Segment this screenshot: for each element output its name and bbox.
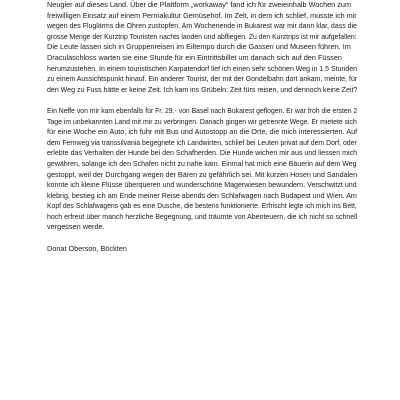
document-body: [47, 0, 357, 254]
text-line: hoch erfreut über manch herzliche Begegnung, und träumte von Abenteuern, die ich nicht so schnell: [47, 211, 358, 221]
author-signature: [47, 244, 357, 255]
paragraph-travel-observations: [47, 0, 357, 95]
text-line: Ein Neffe von mir kam ebenfalls für Fr. 29.- von Basel nach Bukarest geflogen. Er war froh die ersten 2: [47, 105, 358, 115]
text-line: herumzustehen. In einem touristischen Karpatendorf lief ich einen sehr schönen Weg in 1.5 Stunden: [47, 63, 357, 73]
text-line: Neugier auf dieses Land. Über die Plattform „workaway“ fand ich für zweieinhalb Wochen zum: [47, 0, 352, 9]
paragraph-spacer: [47, 233, 357, 244]
text-line: klebrig, bestieg ich am Ende meiner Reise abends den Schlafwagen nach Budapest und Wien. Am: [47, 190, 357, 200]
text-line: Tage im unbekannten Land mit mir zu verbringen. Danach gingen wir getrennte Wege. Er mietete sich: [47, 116, 357, 126]
text-line: erlebte das Verhalten der Hunde bei den Schafherden. Die Hunde wichen mir aus und liessen mich: [47, 148, 358, 158]
text-line: zu einem Aussichtspunkt hinauf. Ein anderer Tourist, der mit der Gondelbahn dort ankam, meinte, für: [47, 74, 358, 84]
text-line: Draculaschloss warten sie eine Stunde für ein Eintrittsbillet um danach sich auf den Füssen: [47, 52, 342, 62]
text-line: konnte ich kleine Flüsse überqueren und wunderschöne Magerwiesen bewundern. Verschwitzt und: [47, 180, 357, 190]
text-line: grosse Menge der Kurztrip Touristen nachts landen und abfliegen. Zu den Kurztrips ist mir aufgefallen:: [47, 31, 357, 41]
paragraph-spacer: [47, 95, 357, 106]
text-line: Die Leute lassen sich in Gruppenreisen im Eiltempo durch die Gassen und Museen führen. Im: [47, 42, 351, 52]
text-line: den Weg zu Fuss hätte er keine Zeit. Ich kam ins Grübeln: Zeit fürs reisen, und dennoch keine Zeit?: [47, 84, 358, 94]
author-name: Donat Oberson, Böckten: [47, 243, 127, 253]
text-line: Kopf des Schlafwagens gab es eine Dusche, die bestens funktionierte. Erfrischt legte ich mich ins Bett,: [47, 201, 357, 211]
paragraph-nephew-trip: [47, 106, 357, 233]
text-line: gewähren, solange ich den Schafen nicht zu nahe kam. Einmal hat mich eine Bäuerin auf dem Weg: [47, 158, 357, 168]
text-line: gestoppt, weil der Durchgang wegen der Bären zu gefährlich sei. Mit kurzen Hosen und Sandalen: [47, 169, 358, 179]
text-line: freiwilligen Einsatz auf einem Permakultur Gemüsehof. Im Zelt, in dem ich schlief, musste ich mir: [47, 10, 357, 20]
text-line: für eine Woche ein Auto, ich fuhr mit Bus und Autostopp an die Orte, die mich interessierten. Auf: [47, 127, 358, 137]
text-line: dem Fernweg via transsilvania begegnete ich Landwirten, schlief bei Leuten privat auf dem Dorf, oder: [47, 137, 357, 147]
text-line: wegen des Fluglärms die Ohren zustopfen. Am Wochenende in Bukarest war mir dann klar, dass die: [47, 21, 357, 31]
text-line: vergessen werde.: [47, 222, 105, 232]
